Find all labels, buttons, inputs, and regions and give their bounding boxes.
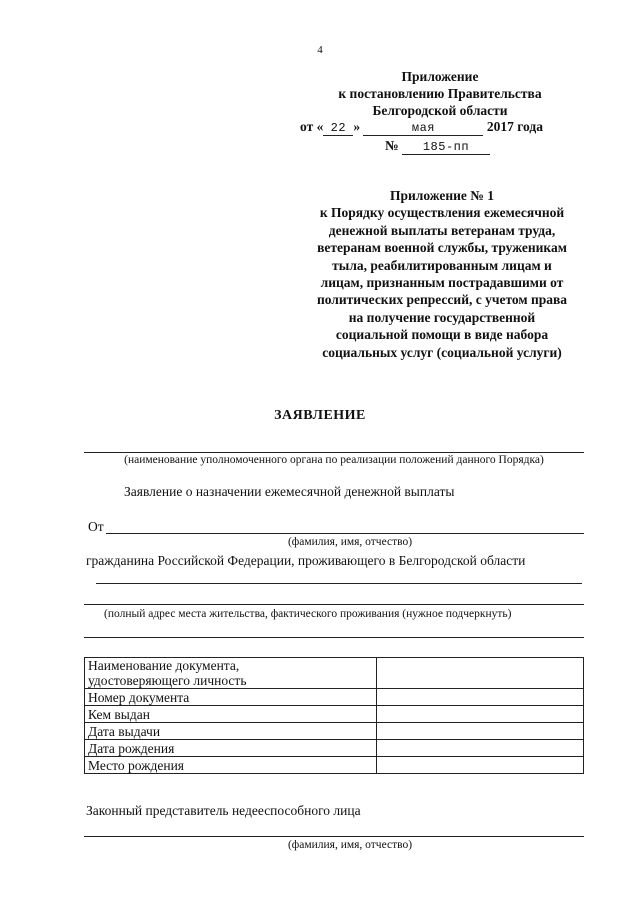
issued-by-value-cell[interactable] [377, 706, 584, 723]
citizen-text: гражданина Российской Федерации, проживающего в Белгородской области [86, 553, 526, 568]
table-row [85, 757, 584, 774]
appendix-header-line: Белгородской области [372, 103, 508, 118]
decree-date [300, 119, 543, 136]
appendix-1-block [292, 187, 592, 361]
authority-field-line[interactable] [84, 452, 584, 453]
authority-caption: (наименование уполномоченного органа по реализации положений данного Порядка) [124, 454, 544, 466]
appendix-header-line: к постановлению Правительства [338, 86, 542, 101]
address-caption: (полный адрес места жительства, фактического проживания (нужное подчеркнуть) [104, 608, 512, 620]
representative-name-caption: (фамилия, имя, отчество) [287, 839, 413, 851]
appendix-1-line: денежной выплаты ветеранам труда, [328, 222, 556, 238]
table-row [85, 740, 584, 757]
page-number: 4 [317, 44, 323, 56]
row-label: Номер документа [85, 689, 377, 706]
identity-document-table [84, 657, 584, 774]
document-number-value-cell[interactable] [377, 689, 584, 706]
table-row [85, 689, 584, 706]
representative-name-field-line[interactable] [84, 836, 584, 837]
table-label-cell [85, 658, 377, 689]
appendix-header-line: Приложение [401, 69, 479, 84]
birth-date-value-cell[interactable] [377, 740, 584, 757]
birth-place-value-cell[interactable] [377, 757, 584, 774]
form-title: ЗАЯВЛЕНИЕ [274, 408, 366, 423]
appendix-1-line: социальной помощи в виде набора [335, 327, 549, 343]
date-month: мая [363, 121, 483, 136]
row-label: Наименование документа, [88, 658, 240, 673]
appendix-header [290, 68, 590, 119]
row-label: Место рождения [85, 757, 377, 774]
row-label: удостоверяющего личность [88, 673, 247, 688]
table-row [85, 706, 584, 723]
appendix-1-line: социальных услуг (социальной услуги) [322, 344, 562, 360]
appendix-1-line: лицам, признанным пострадавшими от [320, 275, 564, 291]
date-prefix: от « [300, 119, 324, 134]
appendix-1-line: политических репрессий, с учетом права [316, 292, 568, 308]
address-field-line-1[interactable] [96, 583, 582, 584]
row-label: Кем выдан [85, 706, 377, 723]
issue-date-value-cell[interactable] [377, 723, 584, 740]
decree-number [385, 138, 490, 155]
table-row [85, 723, 584, 740]
row-label: Дата рождения [85, 740, 377, 757]
appendix-1-line: Приложение № 1 [390, 188, 494, 203]
representative-label: Законный представитель недееспособного лица [86, 803, 361, 818]
applicant-name-field-line[interactable] [106, 533, 584, 534]
application-subject: Заявление о назначении ежемесячной денежной выплаты [124, 484, 455, 499]
table-row [85, 658, 584, 689]
address-field-line-3[interactable] [84, 637, 584, 638]
applicant-name-caption: (фамилия, имя, отчество) [287, 536, 413, 548]
number-value: 185-пп [402, 140, 490, 155]
appendix-1-line: к Порядку осуществления ежемесячной [319, 205, 565, 221]
row-label: Дата выдачи [85, 723, 377, 740]
address-field-line-2[interactable] [84, 604, 584, 605]
appendix-1-line: ветеранам военной службы, труженикам [317, 240, 567, 256]
appendix-1-line: на получение государственной [348, 309, 536, 325]
number-prefix: № [385, 138, 399, 153]
document-name-value-cell[interactable] [377, 658, 584, 689]
from-label: От [88, 519, 104, 534]
appendix-1-line: тыла, реабилитированным лицам и [332, 257, 552, 273]
date-day: 22 [323, 121, 353, 136]
date-mid: » [353, 119, 361, 134]
date-year: 2017 года [486, 119, 543, 134]
